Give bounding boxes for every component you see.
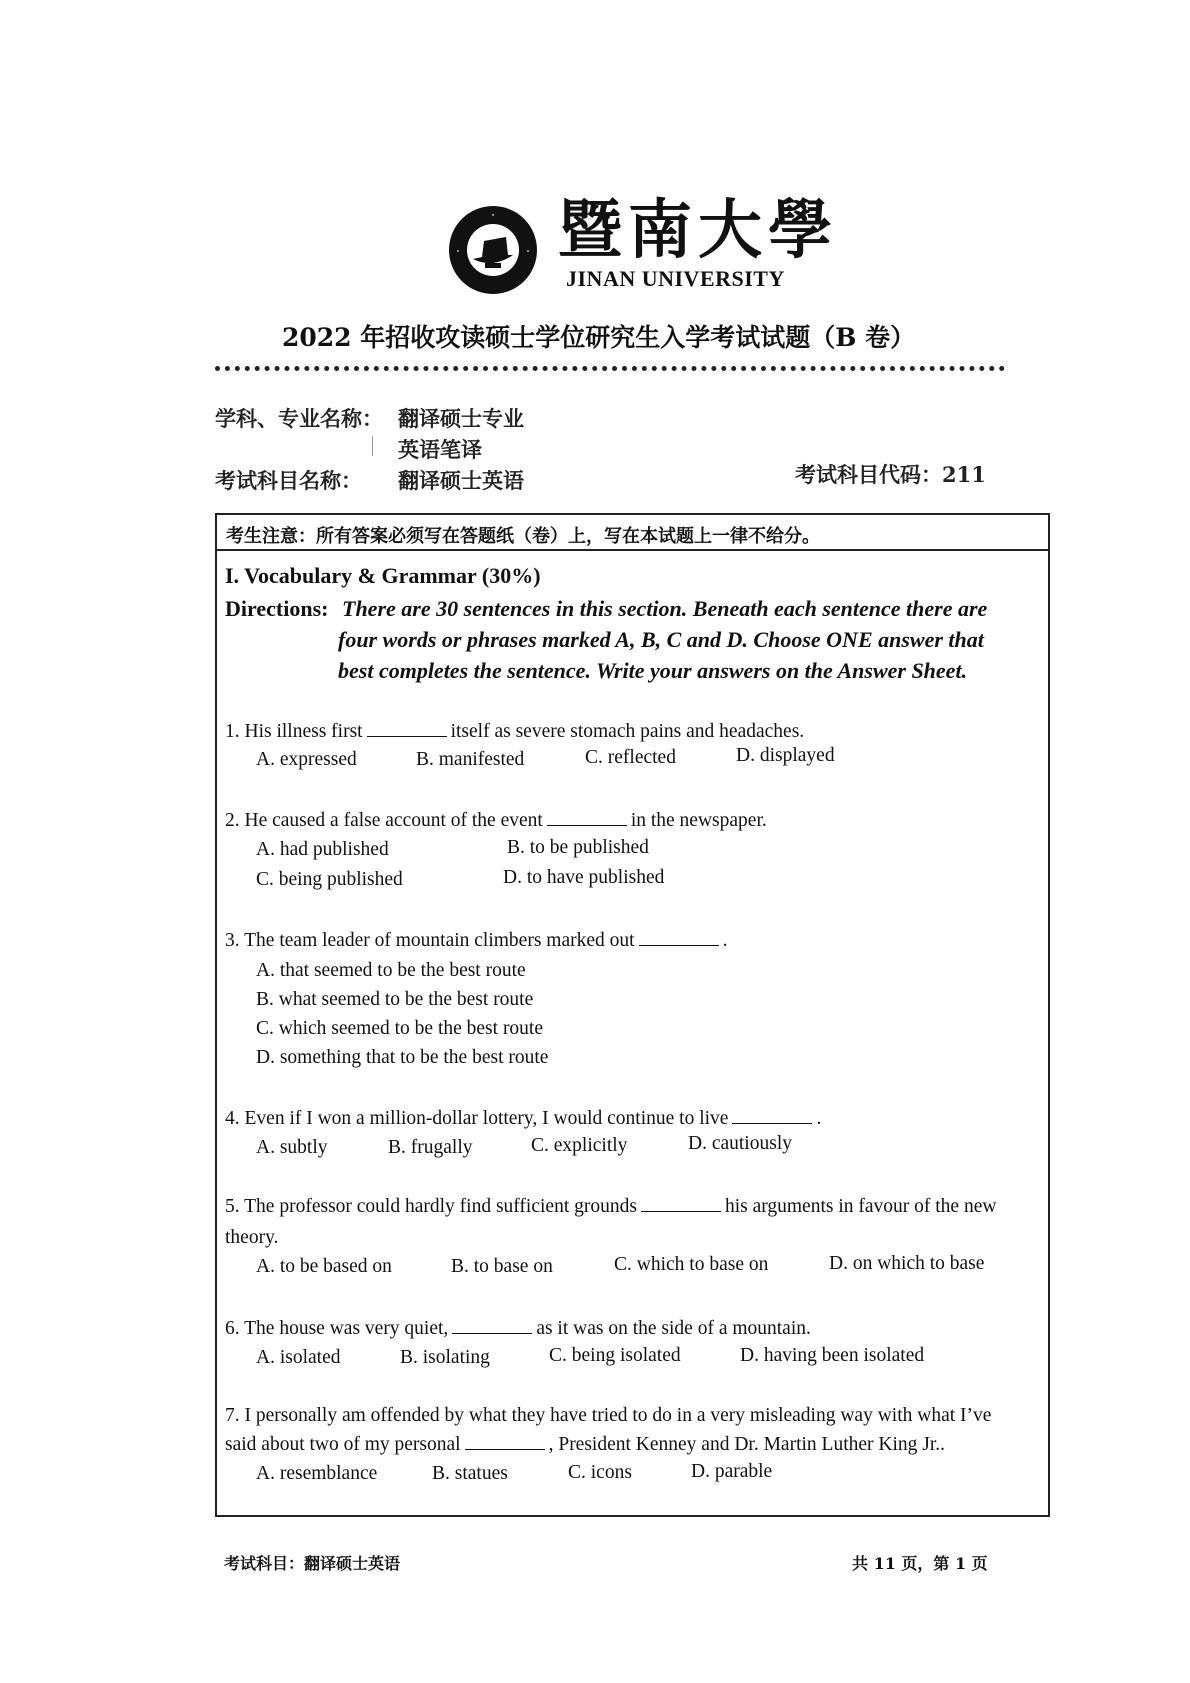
option-b: B. to base on xyxy=(451,1256,553,1277)
answer-blank xyxy=(465,1435,545,1450)
question-text: 6. The house was very quiet, xyxy=(225,1318,449,1339)
question-4-stem xyxy=(225,1108,821,1130)
question-text: 5. The professor could hardly find sufficient grounds xyxy=(225,1196,637,1217)
option-c: C. being published xyxy=(256,869,403,890)
question-5-stem xyxy=(225,1196,1040,1218)
major-label: 学科、专业名称： xyxy=(215,406,383,431)
answer-blank xyxy=(732,1109,812,1124)
option-b: B. frugally xyxy=(388,1137,473,1158)
option-a: A. that seemed to be the best route xyxy=(256,960,526,981)
major-value: 翻译硕士专业 xyxy=(398,406,524,431)
answer-blank xyxy=(367,722,447,737)
option-b: B. to be published xyxy=(507,837,649,858)
question-text: 4. Even if I won a million-dollar lottery, I would continue to live xyxy=(225,1108,729,1129)
option-c: C. reflected xyxy=(585,747,676,768)
question-text: , President Kenney and Dr. Martin Luther King Jr.. xyxy=(548,1434,946,1455)
question-3-stem xyxy=(225,930,727,952)
question-text: his arguments in favour of the new xyxy=(724,1196,997,1217)
subject-value: 翻译硕士英语 xyxy=(398,468,524,493)
question-text: . xyxy=(722,930,728,951)
option-a: A. expressed xyxy=(256,749,357,770)
option-c: C. being isolated xyxy=(549,1345,681,1366)
directions-line: best completes the sentence. Write your answers on the Answer Sheet. xyxy=(338,658,968,683)
option-c: C. which seemed to be the best route xyxy=(256,1018,544,1039)
option-b: B. manifested xyxy=(416,749,525,770)
option-c: C. which to base on xyxy=(614,1254,769,1275)
question-7-stem-continued xyxy=(225,1434,945,1456)
subject-label: 考试科目名称： xyxy=(215,468,362,493)
option-a: A. isolated xyxy=(256,1347,341,1368)
option-c: C. explicitly xyxy=(531,1135,628,1156)
dotted-divider xyxy=(215,366,1005,371)
footer-subject: 考试科目：翻译硕士英语 xyxy=(224,1554,401,1573)
question-text: 1. His illness first xyxy=(225,721,363,742)
option-b: B. statues xyxy=(432,1463,508,1484)
option-d: D. parable xyxy=(691,1461,773,1482)
answer-blank xyxy=(547,811,627,826)
subject-code: 考试科目代码：211 xyxy=(795,462,986,487)
option-c: C. icons xyxy=(568,1462,632,1483)
directions-line: There are 30 sentences in this section. Beneath each sentence there are xyxy=(342,596,988,621)
option-b: B. what seemed to be the best route xyxy=(256,989,534,1010)
option-d: D. to have published xyxy=(503,867,665,888)
question-6-stem xyxy=(225,1318,811,1340)
directions-line: four words or phrases marked A, B, C and D. Choose ONE answer that xyxy=(338,627,984,652)
option-d: D. something that to be the best route xyxy=(256,1047,549,1068)
question-1-stem xyxy=(225,721,804,743)
option-d: D. cautiously xyxy=(688,1133,792,1154)
answer-blank xyxy=(452,1319,532,1334)
footer-page-number: 共 11 页，第 1 页 xyxy=(852,1554,988,1573)
option-a: A. had published xyxy=(256,839,389,860)
question-2-stem xyxy=(225,810,767,832)
question-text: said about two of my personal xyxy=(225,1434,461,1455)
university-seal-logo xyxy=(446,203,540,297)
question-5-stem-continued: theory. xyxy=(225,1227,279,1248)
candidate-notice: 考生注意：所有答案必须写在答题纸（卷）上，写在本试题上一律不给分。 xyxy=(217,515,1048,551)
option-a: A. subtly xyxy=(256,1137,328,1158)
question-text: itself as severe stomach pains and headaches. xyxy=(450,721,805,742)
university-name-chinese: 暨南大學 xyxy=(558,193,838,268)
scan-mark xyxy=(372,436,373,456)
exam-title: 2022 年招收攻读硕士学位研究生入学考试试题（B 卷） xyxy=(282,323,916,352)
question-text: . xyxy=(816,1108,822,1129)
option-d: D. having been isolated xyxy=(740,1345,925,1366)
question-text: 2. He caused a false account of the event xyxy=(225,810,543,831)
answer-blank xyxy=(641,1197,721,1212)
major-direction-value: 英语笔译 xyxy=(398,437,482,462)
option-a: A. resemblance xyxy=(256,1463,378,1484)
section-title: I. Vocabulary & Grammar (30%) xyxy=(225,563,541,588)
option-b: B. isolating xyxy=(400,1347,490,1368)
option-d: D. on which to base xyxy=(829,1253,985,1274)
option-d: D. displayed xyxy=(736,745,835,766)
option-a: A. to be based on xyxy=(256,1256,392,1277)
directions-label: Directions: xyxy=(225,596,329,621)
university-name-english: JINAN UNIVERSITY xyxy=(566,266,785,291)
question-text: in the newspaper. xyxy=(630,810,767,831)
question-text: 3. The team leader of mountain climbers marked out xyxy=(225,930,635,951)
question-text: as it was on the side of a mountain. xyxy=(536,1318,811,1339)
answer-blank xyxy=(639,931,719,946)
question-7-stem: 7. I personally am offended by what they have tried to do in a very misleading way with what I’ve xyxy=(225,1405,992,1426)
